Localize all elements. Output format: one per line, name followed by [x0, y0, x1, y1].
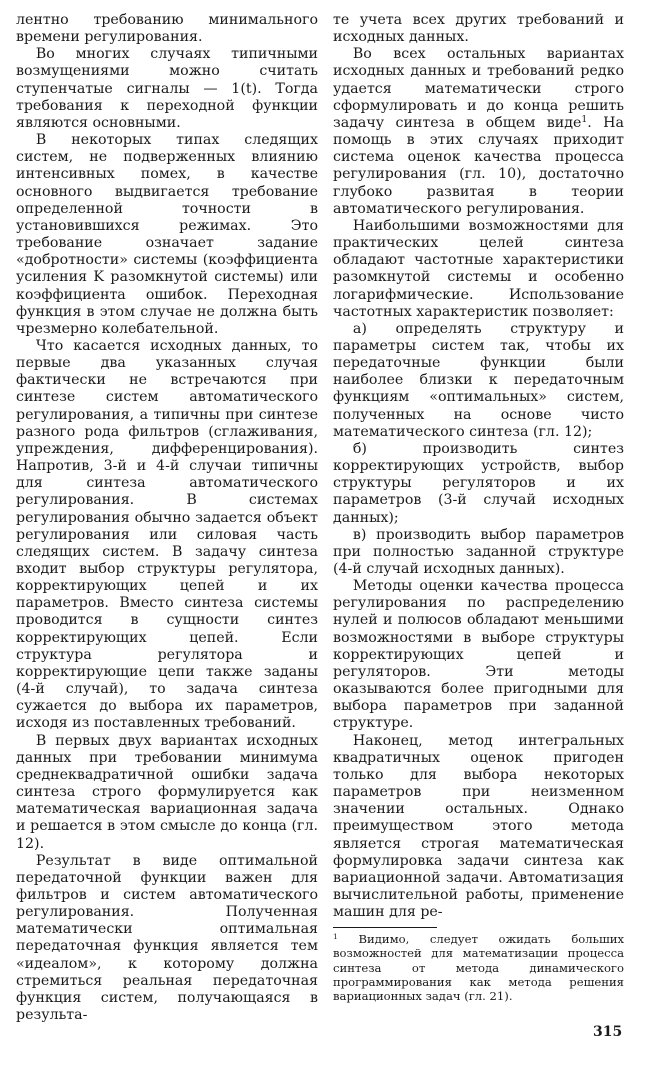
- paragraph: Методы оценки качества процесса регулирования по распределению нулей и полюсов обладают меньшими возможностями в выборе структуры корректирующих цепей и регуляторов. Эти методы оказываются более пригодными для выбора параметров при заданной структуре.: [333, 578, 624, 732]
- footnote-divider: [333, 927, 437, 928]
- paragraph: те учета всех других требований и исходных данных.: [333, 12, 624, 46]
- paragraph: Что касается исходных данных, то первые два указанных случая фактически не встречаются при синтезе систем автоматического регулирования, а типичны при синтезе разного рода фильтров (сглаживания, упреждения, дифференцирования). Напротив, 3-й и 4-й случаи типичны для синтеза автоматического регулирования. В системах регулирования обычно задается объект регулирования или силовая часть следящих систем. В задачу синтеза входит выбор структуры регулятора, корректирующих цепей и их параметров. Вместо синтеза системы проводится в сущности синтез корректирующих цепей. Если структура регулятора и корректирующие цепи также заданы (4-й случай), то задача синтеза сужается до выбора их параметров, исходя из поставленных требований.: [16, 337, 318, 732]
- list-item: а) определять структуру и параметры систем так, чтобы их передаточные функции были наиболее близки к передаточным функциям «оптимальных» систем, полученных на основе чисто математического синтеза (гл. 12);: [333, 320, 624, 440]
- paragraph-text: . На помощь в этих случаях приходит система оценок качества процесса регулирования (гл. 10), достаточно глубоко развитая в теории автоматического регулирования.: [333, 114, 624, 217]
- paragraph: [333, 46, 624, 218]
- page-number: 315: [593, 1024, 623, 1040]
- paragraph-text: Во всех остальных вариантах исходных данных и требований редко удается математически строго сформулировать и до конца решить задачу синтеза в общем виде: [333, 46, 624, 131]
- paragraph: Наибольшими возможностями для практических целей синтеза обладают частотные характеристики разомкнутой системы и особенно логарифмические. Использование частотных характеристик позволяет:: [333, 217, 624, 320]
- right-column: [333, 12, 624, 1003]
- paragraph: В некоторых типах следящих систем, не подверженных влиянию интенсивных помех, в качестве основного выдвигается требование определенной точности в установившихся режимах. Это требование означает задание «добротности» системы (коэффициента усиления K разомкнутой системы) или коэффициента ошибок. Переходная функция в этом случае не должна быть чрезмерно колебательной.: [16, 132, 318, 337]
- footnote-mark: 1: [333, 932, 338, 942]
- paragraph: Во многих случаях типичными возмущениями можно считать ступенчатые сигналы — 1(t). Тогда требования к переходной функции являются основными.: [16, 46, 318, 131]
- left-column: [16, 12, 318, 1024]
- footnote: [333, 932, 624, 1003]
- paragraph: лентно требованию минимального времени регулирования.: [16, 12, 318, 46]
- footnote-text: Видимо, следует ожидать больших возможностей для математизации процесса синтеза от метода динамического программирования как метода решения вариационных задач (гл. 21).: [333, 932, 624, 1004]
- paragraph: Наконец, метод интегральных квадратичных оценок пригоден только для выбора некоторых параметров при неизменном значении остальных. Однако преимуществом этого метода является строгая математическая формулировка задачи синтеза как вариационной задачи. Автоматизация вычислительной работы, применение машин для ре-: [333, 732, 624, 921]
- paragraph: В первых двух вариантах исходных данных при требовании минимума среднеквадратичной ошибки задача синтеза строго формулируется как математическая вариационная задача и решается в этом смысле до конца (гл. 12).: [16, 732, 318, 852]
- footnote-reference: 1: [581, 113, 588, 125]
- enumerated-list: [333, 321, 624, 578]
- list-item: б) производить синтез корректирующих устройств, выбор структуры регуляторов и их параметров (3-й случай исходных данных);: [333, 440, 624, 526]
- list-item: в) производить выбор параметров при полностью заданной структуре (4-й случай исходных данных).: [333, 526, 624, 577]
- paragraph: Результат в виде оптимальной передаточной функции важен для фильтров и систем автоматического регулирования. Полученная математически оптимальная передаточная функция является тем «идеалом», к которому должна стремиться реальная передаточная функция систем, получающаяся в результа-: [16, 852, 318, 1024]
